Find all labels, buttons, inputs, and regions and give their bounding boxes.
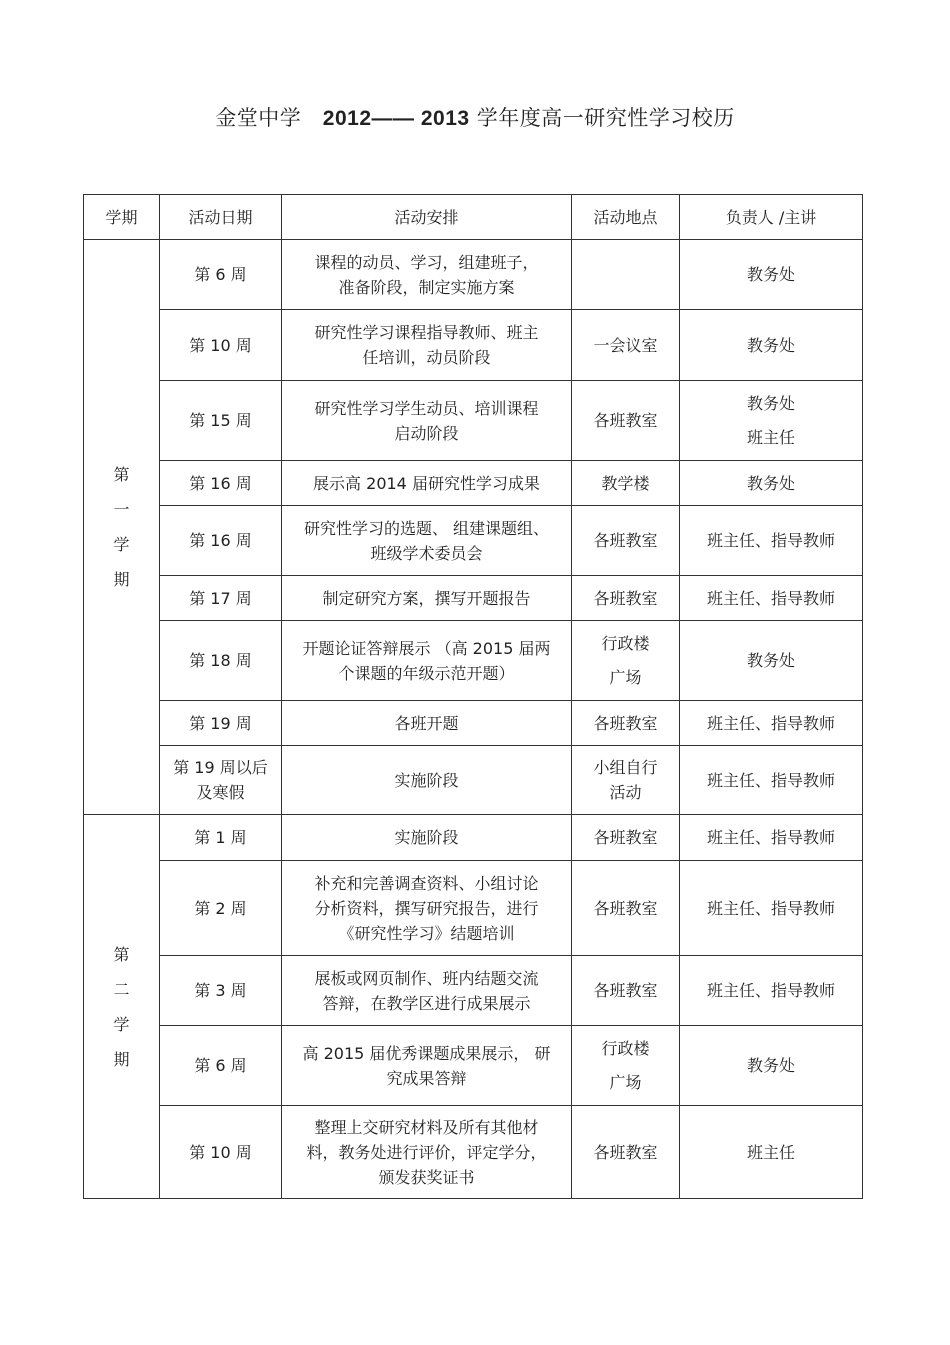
- activity-lead: [680, 240, 863, 310]
- activity-place: [572, 815, 680, 861]
- activity-plan-line: 研究性学习课程指导教师、班主: [314, 323, 539, 342]
- activity-date-line: 第 16 周: [189, 473, 252, 493]
- activity-plan-line: 课程的动员、学习，组建班子，: [314, 252, 539, 272]
- activity-place-line: 教学楼: [601, 473, 650, 493]
- activity-place-line: 广场: [609, 1072, 642, 1092]
- activity-lead: [680, 621, 863, 701]
- activity-lead: [680, 956, 863, 1026]
- table-row: [84, 861, 863, 956]
- activity-lead-line: 教务处: [746, 335, 795, 355]
- semester-label-line: 二: [113, 979, 130, 999]
- activity-plan: [282, 621, 572, 701]
- semester-label: [84, 815, 160, 1199]
- header-place: 活动地点: [572, 195, 680, 240]
- activity-date-line: 第 10 周: [189, 1142, 252, 1162]
- activity-date: [160, 815, 282, 861]
- activity-plan: [282, 746, 572, 815]
- activity-lead: [680, 861, 863, 956]
- table-row: [84, 310, 863, 381]
- activity-lead-line: 班主任、指导教师: [706, 531, 835, 550]
- activity-place-line: 各班教室: [593, 531, 658, 550]
- activity-plan: [282, 461, 572, 506]
- activity-plan: [282, 576, 572, 621]
- activity-lead: [680, 1106, 863, 1199]
- activity-plan-line: 个课题的年级示范开题）: [338, 663, 515, 683]
- activity-date: [160, 1106, 282, 1199]
- activity-date: [160, 506, 282, 576]
- activity-lead-line: 教务处: [746, 265, 795, 284]
- activity-place-line: 各班教室: [593, 713, 658, 733]
- table-row: [84, 506, 863, 576]
- activity-plan-line: 任培训，动员阶段: [362, 348, 491, 367]
- activity-lead-line: 教务处: [746, 1056, 795, 1075]
- activity-place: [572, 506, 680, 576]
- activity-place: [572, 461, 680, 506]
- activity-date-line: 第 17 周: [189, 588, 252, 608]
- table-row: [84, 956, 863, 1026]
- activity-place: [572, 1026, 680, 1106]
- activity-place-line: 各班教室: [593, 828, 658, 847]
- activity-plan-line: 班级学术委员会: [370, 543, 483, 563]
- table-row: [84, 815, 863, 861]
- semester-label-line: 学: [113, 1014, 130, 1034]
- calendar-body: [84, 240, 863, 1199]
- activity-place: [572, 701, 680, 746]
- activity-place: [572, 861, 680, 956]
- activity-lead-line: 班主任、指导教师: [706, 588, 835, 608]
- table-row: [84, 746, 863, 815]
- activity-date: [160, 746, 282, 815]
- activity-plan-line: 启动阶段: [394, 423, 459, 443]
- activity-date: [160, 861, 282, 956]
- semester-label-line: 学: [113, 535, 130, 554]
- activity-plan-line: 分析资料，撰写研究报告，进行: [314, 898, 539, 918]
- activity-date: [160, 956, 282, 1026]
- activity-plan: [282, 506, 572, 576]
- semester-label-line: 第: [113, 465, 130, 484]
- activity-place: [572, 381, 680, 461]
- activity-date-line: 第 2 周: [194, 898, 247, 918]
- activity-date-line: 第 3 周: [194, 981, 247, 1000]
- activity-plan-line: 制定研究方案，撰写开题报告: [322, 588, 531, 608]
- activity-place-line: 各班教室: [593, 588, 658, 608]
- title-suffix: 学年度高一研究性学习校历: [476, 106, 735, 130]
- activity-place-line: 行政楼: [601, 1038, 650, 1058]
- activity-date-line: 第 6 周: [194, 1056, 247, 1075]
- activity-date: [160, 576, 282, 621]
- activity-lead: [680, 381, 863, 461]
- activity-place: [572, 240, 680, 310]
- activity-lead: [680, 461, 863, 506]
- activity-date: [160, 1026, 282, 1106]
- semester-label: [84, 240, 160, 815]
- activity-place-line: 一会议室: [593, 335, 658, 355]
- activity-plan-line: 《研究性学习》结题培训: [338, 923, 515, 943]
- activity-lead-line: 班主任: [746, 1142, 795, 1162]
- activity-plan-line: 料，教务处进行评价，评定学分，: [306, 1142, 547, 1162]
- activity-place: [572, 621, 680, 701]
- activity-lead-line: 教务处: [746, 473, 795, 493]
- activity-plan-line: 准备阶段，制定实施方案: [338, 277, 515, 297]
- activity-lead: [680, 815, 863, 861]
- activity-date-line: 第 6 周: [194, 265, 247, 284]
- activity-plan-line: 研究性学习的选题、 组建课题组、: [303, 518, 550, 538]
- activity-plan-line: 颁发获奖证书: [378, 1167, 475, 1187]
- table-row: [84, 1106, 863, 1199]
- activity-plan-line: 高 2015 届优秀课题成果展示， 研: [302, 1043, 551, 1063]
- table-row: [84, 240, 863, 310]
- activity-place-line: 各班教室: [593, 981, 658, 1000]
- activity-plan: [282, 861, 572, 956]
- activity-lead: [680, 506, 863, 576]
- activity-plan: [282, 1026, 572, 1106]
- activity-plan-line: 答辩，在教学区进行成果展示: [322, 993, 531, 1013]
- table-row: [84, 461, 863, 506]
- activity-place-line: 各班教室: [593, 411, 658, 430]
- activity-lead: [680, 576, 863, 621]
- semester-label-line: 期: [113, 1049, 130, 1069]
- header-plan: 活动安排: [282, 195, 572, 240]
- activity-place: [572, 576, 680, 621]
- activity-place: [572, 310, 680, 381]
- activity-place: [572, 746, 680, 815]
- header-lead: 负责人 /主讲: [680, 195, 863, 240]
- activity-lead-line: 班主任、指导教师: [706, 713, 835, 733]
- activity-date: [160, 621, 282, 701]
- activity-plan-line: 补充和完善调查资料、小组讨论: [314, 873, 539, 893]
- activity-plan: [282, 1106, 572, 1199]
- activity-plan: [282, 381, 572, 461]
- activity-plan: [282, 956, 572, 1026]
- semester-label-line: 第: [113, 944, 130, 964]
- activity-date: [160, 240, 282, 310]
- activity-lead-line: 班主任、指导教师: [706, 770, 835, 790]
- activity-plan: [282, 815, 572, 861]
- activity-date: [160, 701, 282, 746]
- page-title: [0, 102, 950, 132]
- table-row: [84, 621, 863, 701]
- activity-date-line: 第 10 周: [189, 335, 252, 355]
- calendar-table: [83, 194, 863, 1199]
- activity-date: [160, 310, 282, 381]
- activity-date-line: 第 19 周以后: [173, 758, 268, 777]
- activity-place-line: 广场: [609, 667, 642, 687]
- activity-plan: [282, 701, 572, 746]
- activity-lead: [680, 1026, 863, 1106]
- semester-label-line: 一: [113, 500, 130, 519]
- activity-plan-line: 整理上交研究材料及所有其他材: [314, 1117, 539, 1137]
- title-prefix: 金堂中学: [215, 106, 302, 130]
- activity-plan: [282, 240, 572, 310]
- header-row: [84, 195, 863, 240]
- activity-place-line: 各班教室: [593, 898, 658, 918]
- activity-place-line: 行政楼: [601, 633, 650, 653]
- table-row: [84, 381, 863, 461]
- activity-plan-line: 研究性学习学生动员、培训课程: [314, 398, 539, 418]
- activity-plan-line: 展板或网页制作、班内结题交流: [314, 968, 539, 988]
- activity-lead-line: 班主任: [746, 427, 795, 447]
- activity-plan: [282, 310, 572, 381]
- title-years: 2012—— 2013: [322, 107, 470, 130]
- activity-lead-line: 教务处: [746, 393, 795, 413]
- activity-plan-line: 开题论证答辩展示 （高 2015 届两: [302, 638, 551, 658]
- activity-lead-line: 班主任、指导教师: [706, 981, 835, 1000]
- activity-date-line: 第 19 周: [189, 713, 252, 733]
- table-row: [84, 1026, 863, 1106]
- activity-lead-line: 班主任、指导教师: [706, 898, 835, 918]
- activity-place: [572, 956, 680, 1026]
- activity-plan-line: 究成果答辩: [386, 1068, 467, 1088]
- table-row: [84, 701, 863, 746]
- semester-label-line: 期: [113, 570, 130, 589]
- activity-place-line: 活动: [609, 783, 642, 802]
- activity-lead-line: 教务处: [746, 651, 795, 670]
- activity-date-line: 及寒假: [196, 783, 245, 802]
- activity-date-line: 第 18 周: [189, 651, 252, 670]
- activity-date-line: 第 15 周: [189, 411, 252, 430]
- activity-plan-line: 展示高 2014 届研究性学习成果: [313, 473, 540, 493]
- activity-date: [160, 381, 282, 461]
- header-date: 活动日期: [160, 195, 282, 240]
- activity-date-line: 第 1 周: [194, 828, 247, 847]
- activity-plan-line: 实施阶段: [394, 828, 459, 847]
- activity-lead: [680, 701, 863, 746]
- activity-place-line: 小组自行: [593, 758, 658, 777]
- activity-date: [160, 461, 282, 506]
- activity-place: [572, 1106, 680, 1199]
- activity-lead: [680, 310, 863, 381]
- activity-place-line: 各班教室: [593, 1142, 658, 1162]
- activity-plan-line: 各班开题: [394, 713, 459, 733]
- activity-plan-line: 实施阶段: [394, 770, 459, 790]
- activity-lead-line: 班主任、指导教师: [706, 828, 835, 847]
- header-semester: 学期: [84, 195, 160, 240]
- table-row: [84, 576, 863, 621]
- activity-date-line: 第 16 周: [189, 531, 252, 550]
- activity-lead: [680, 746, 863, 815]
